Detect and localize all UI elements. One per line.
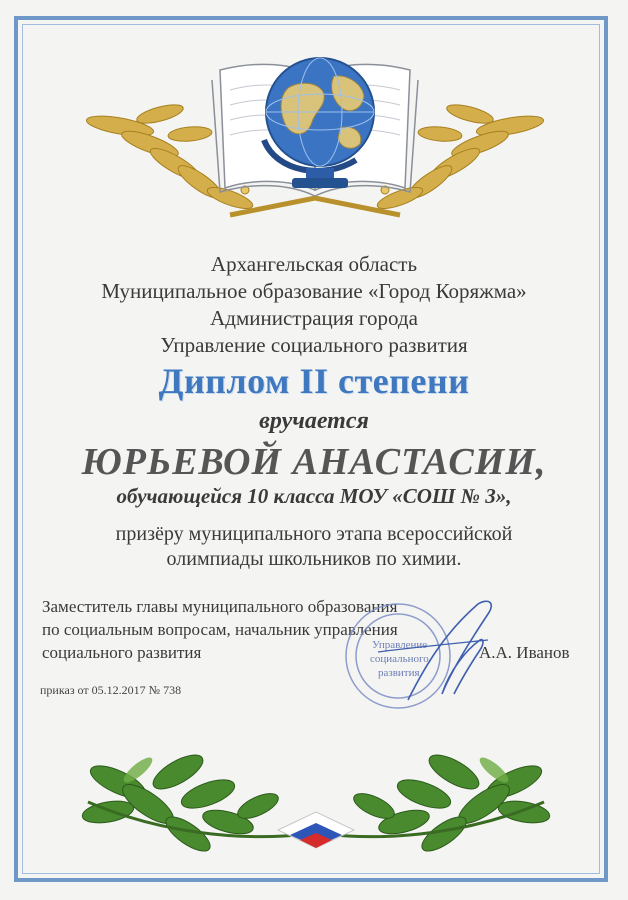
official-stamp-icon <box>338 590 518 720</box>
laurel-ribbon-icon <box>78 742 554 867</box>
student-info: обучающейся 10 класса МОУ «СОШ № 3», <box>116 484 512 508</box>
awarded-text: вручается <box>259 408 369 434</box>
stamp-line-3: развития <box>378 667 420 679</box>
recipient-name: ЮРЬЕВОЙ АНАСТАСИИ, <box>81 441 547 483</box>
globe-book-emblem-icon <box>80 40 550 225</box>
signer-position-line-3: социального развития <box>42 643 202 662</box>
award-reason-line-1: призёру муниципального этапа всероссийской <box>115 523 513 545</box>
region-line: Архангельская область <box>210 252 418 276</box>
signer-name: А.А. Иванов <box>479 643 570 662</box>
municipality-line: Муниципальное образование «Город Коряжма» <box>101 279 527 303</box>
signer-position-line-2: по социальным вопросам, начальник управления <box>42 620 398 639</box>
award-reason-line-2: олимпиады школьников по химии. <box>166 548 462 570</box>
stamp-line-2: социального <box>370 653 429 665</box>
diploma-title: Диплом II степени <box>158 361 470 401</box>
order-reference: приказ от 05.12.2017 № 738 <box>40 683 182 697</box>
signer-position-line-1: Заместитель главы муниципального образования <box>42 597 398 616</box>
administration-line: Администрация города <box>210 306 418 330</box>
stamp-line-1: Управление <box>372 639 428 651</box>
department-line: Управление социального развития <box>160 333 468 357</box>
